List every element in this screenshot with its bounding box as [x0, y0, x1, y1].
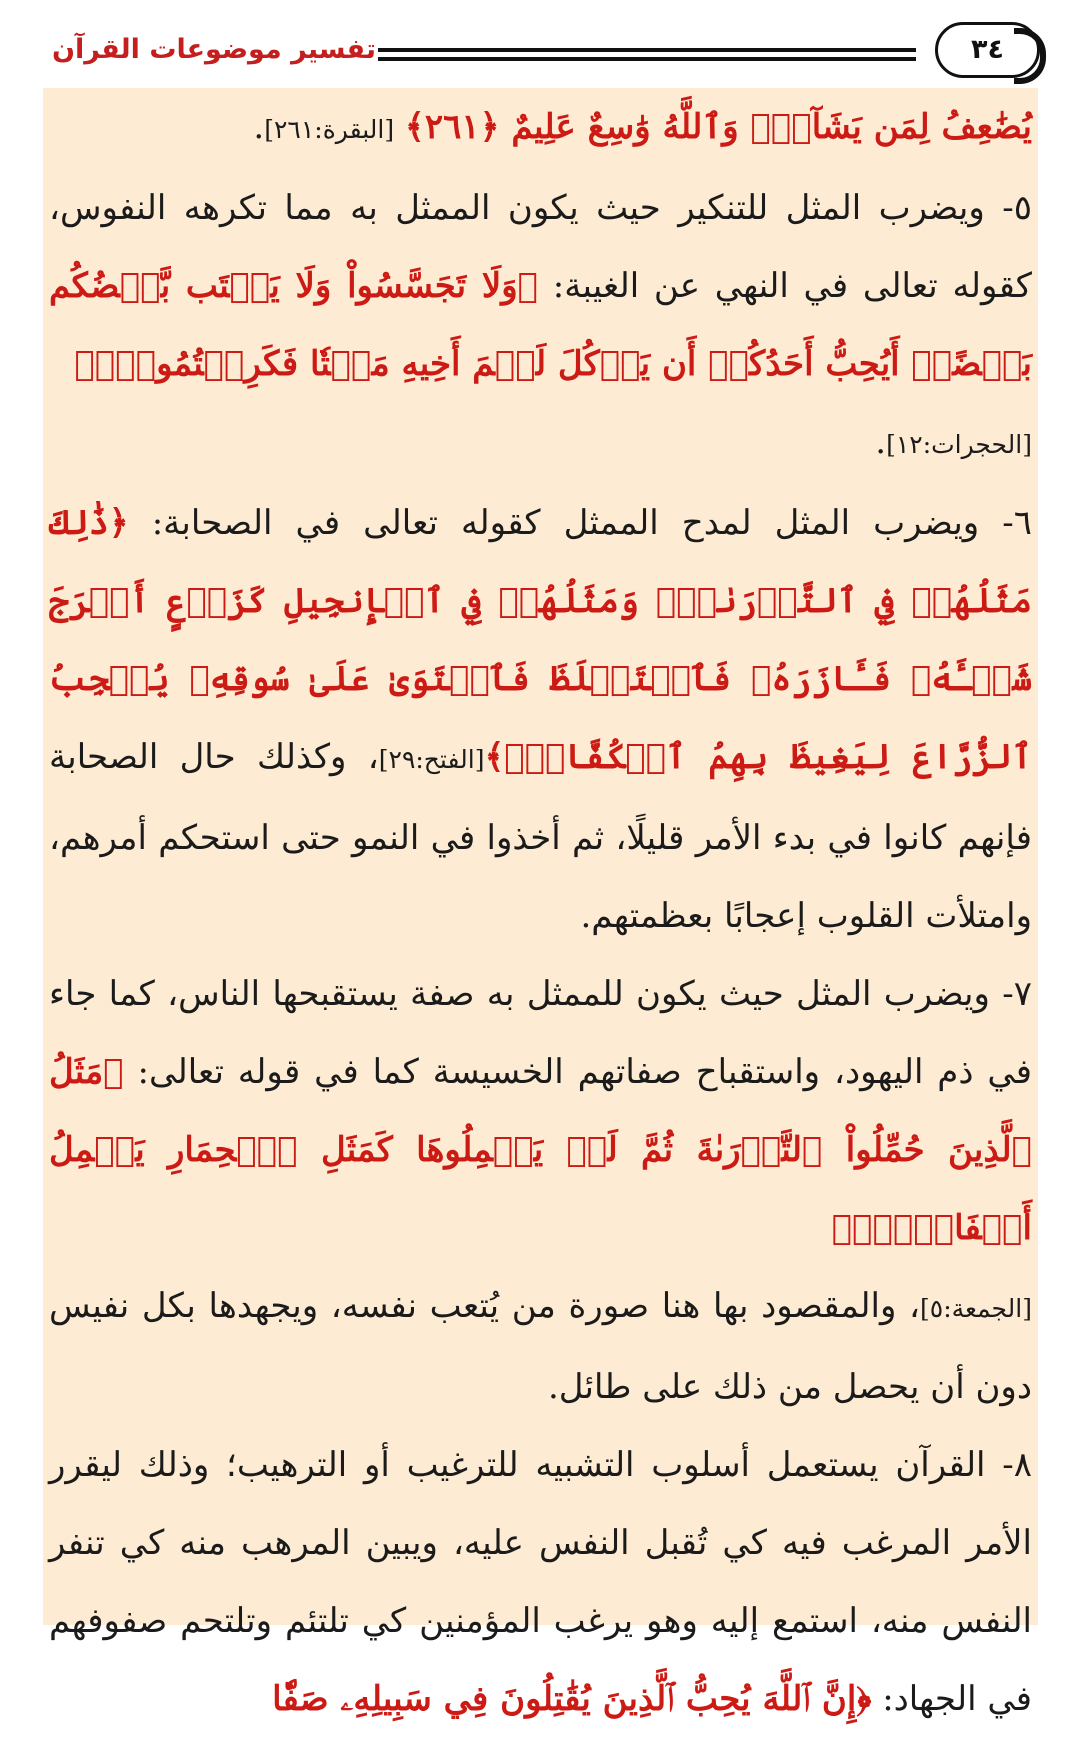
page-content	[43, 88, 1038, 1719]
paragraph-text: ٦- ويضرب المثل لمدح الممثل كقوله تعالى في الصحابة:	[128, 503, 1033, 543]
quran-verse: يُضَٰعِفُ لِمَن يَشَآءُۗ وَٱللَّهُ وَٰسِعٌ عَلِيمٌ ﴿٢٦١﴾	[404, 107, 1032, 147]
paragraph-6	[49, 484, 1032, 955]
paragraph-5	[49, 169, 1032, 484]
paragraph-text: ٨- القرآن يستعمل أسلوب التشبيه للترغيب أو الترهيب؛ وذلك ليقرر الأمر المرغب فيه كي تُقبل النفس عليه، ويبين المرهب منه كي تنفر النفس منه، استمع إليه وهو يرغب المؤمنين كي تلتئم وتلتحم صفوفهم في الجهاد:	[49, 1445, 1033, 1719]
book-title: تفسير موضوعات القرآن	[52, 34, 376, 65]
page-number: ٣٤	[971, 34, 1004, 65]
page-number-badge	[935, 22, 1040, 78]
quran-verse: ﴿مَثَلُ ٱلَّذِينَ حُمِّلُواْ ٱلتَّوۡرَىٰةَ ثُمَّ لَمۡ يَحۡمِلُوهَا كَمَثَلِ ٱلۡحِمَارِ يَحۡمِلُ أَسۡفَارَۢاۚ﴾	[49, 1052, 1032, 1248]
page-header	[0, 0, 1080, 88]
verse-reference: [البقرة:٢٦١]	[264, 115, 395, 144]
paragraph-text-continued: ، والمقصود بها هنا صورة من يُتعب نفسه، ويجهدها بكل نفيس دون أن يحصل من ذلك على طائل.	[49, 1286, 1032, 1407]
paragraph-text-continued: ، وكذلك حال الصحابة فإنهم كانوا في بدء الأمر قليلًا، ثم أخذوا في النمو حتى استحكم أمرهم، وامتلأت القلوب إعجابًا بعظمتهم.	[49, 737, 1032, 936]
paragraph-8	[49, 1426, 1032, 1738]
quran-verse: ﴿ذَٰلِكَ مَثَلُهُمۡ فِي ٱلتَّوۡرَىٰةِۚ وَمَثَلُهُمۡ فِي ٱلۡإِنجِيلِ كَزَرۡعٍ أَخۡرَجَ شَطۡـَٔهُۥ فَـَٔازَرَهُۥ فَٱسۡتَغۡلَظَ فَٱسۡتَوَىٰ عَلَىٰ سُوقِهِۦ يُعۡجِبُ ٱلزُّرَّاعَ لِيَغِيظَ بِهِمُ ٱلۡكُفَّارَۗ﴾	[49, 503, 1033, 777]
paragraph-verse-continuation	[49, 88, 1032, 169]
punctuation: .	[875, 422, 887, 462]
paragraph-text: ٧- ويضرب المثل حيث يكون للممثل به صفة يستقبحها الناس، كما جاء في ذم اليهود، واستقباح صفاتهم الخسيسة كما في قوله تعالى:	[49, 974, 1032, 1092]
paragraph-7	[49, 955, 1032, 1426]
punctuation: .	[253, 107, 265, 147]
verse-reference: [الفتح:٢٩]	[378, 745, 485, 774]
verse-reference: [الحجرات:١٢]	[886, 430, 1032, 459]
body-text	[49, 88, 1032, 1738]
paragraph-text: ٥- ويضرب المثل للتنكير حيث يكون الممثل به مما تكرهه النفوس، كقوله تعالى في النهي عن الغيبة:	[49, 188, 1032, 306]
verse-reference: [الجمعة:٥]	[920, 1294, 1032, 1323]
header-rule	[378, 48, 916, 66]
quran-verse: ﴿وَلَا تَجَسَّسُواْ وَلَا يَغۡتَب بَّعۡضُكُم بَعۡضًاۚ أَيُحِبُّ أَحَدُكُمۡ أَن يَأۡكُلَ لَحۡمَ أَخِيهِ مَيۡتٗا فَكَرِهۡتُمُوهُۚ﴾	[49, 266, 1032, 384]
quran-verse: ﴿إِنَّ ٱللَّهَ يُحِبُّ ٱلَّذِينَ يُقَٰتِلُونَ فِي سَبِيلِهِۦ صَفّٗا	[272, 1679, 872, 1719]
